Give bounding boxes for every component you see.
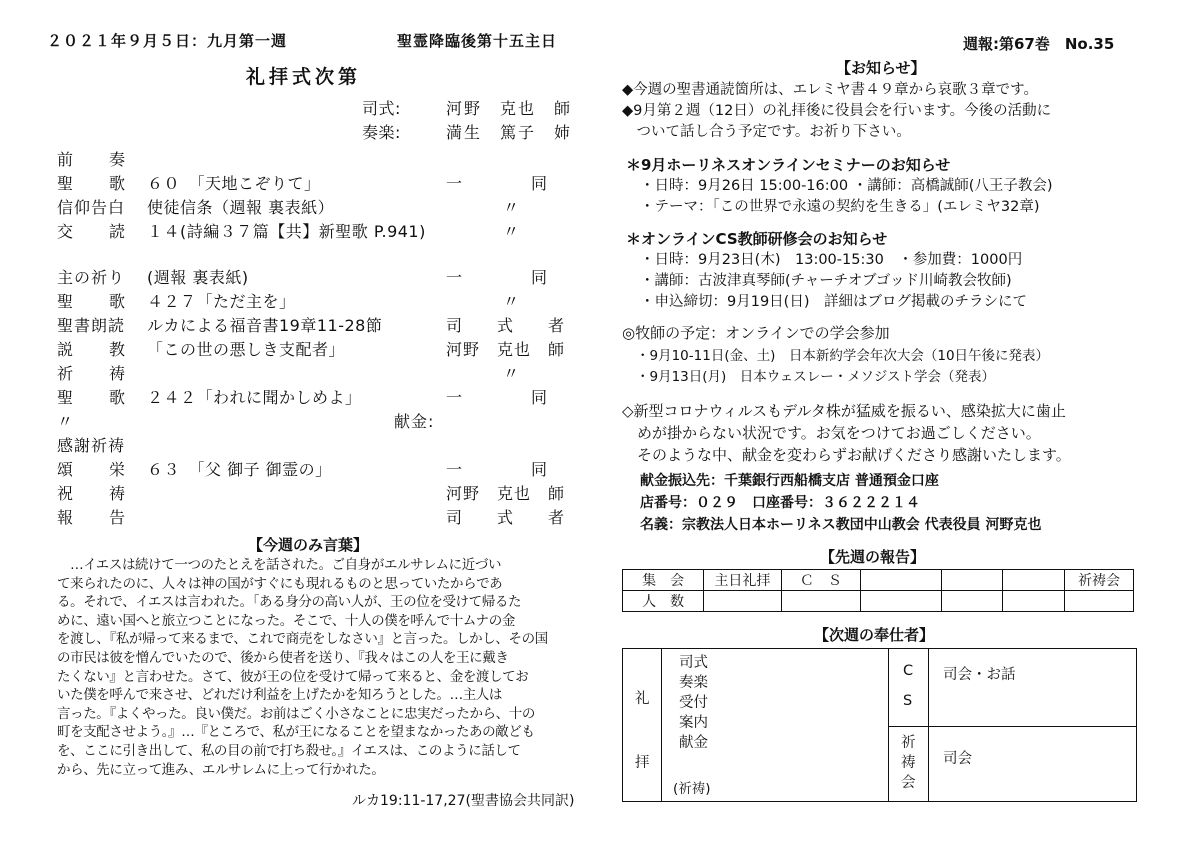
pastor-line: ・9月13日(月) 日本ウェスレー・メソジスト学会（発表）	[636, 369, 995, 385]
scripture-line: 町を支配させよう。』…『ところで、私が王になることを望まなかったあの敵ども	[57, 724, 535, 741]
scripture-line: から、先に立って進み、エルサレムに上って行かれた。	[57, 761, 385, 778]
music-role: 奏楽:	[362, 123, 401, 142]
bank-line: 名義：宗教法人日本ホーリネス教団中山教会 代表役員 河野克也	[640, 517, 1042, 533]
report-heading: 【先週の報告】	[820, 548, 926, 566]
worship-label-top: 礼	[635, 691, 650, 707]
table-cell	[1003, 570, 1065, 591]
covid-line: ◇新型コロナウィルスもデルタ株が猛威を振るい、感染拡大に歯止	[622, 402, 1066, 420]
order-by: 〃	[503, 222, 521, 241]
order-item: 聖 歌	[57, 388, 136, 407]
order-by: 一 同	[446, 388, 549, 407]
scripture-citation: ルカ19:11-17,27(聖書協会共同訳)	[352, 793, 575, 809]
page-title: 礼拝式次第	[246, 66, 362, 88]
order-item: 祈 祷	[57, 364, 136, 383]
notices	[622, 80, 1051, 143]
order-item: 聖 歌	[57, 292, 136, 311]
order-detail: ４２７「ただ主を」	[147, 292, 296, 311]
volume-number: 週報:第67巻 No.35	[963, 35, 1115, 53]
cs-details	[640, 250, 1027, 313]
table-cell	[861, 570, 941, 591]
table-cell	[861, 591, 941, 612]
order-item: 祝 祷	[57, 484, 136, 503]
prayer-note: (祈祷)	[673, 781, 711, 797]
order-item: 主の祈り	[57, 268, 126, 287]
table-row	[623, 591, 1134, 612]
order-by: 司 式 者	[446, 316, 566, 335]
scripture-line: を渡し、『私が帰って来るまで、これで商売をしなさい』と言った。しかし、その国	[57, 631, 548, 648]
order-row	[57, 361, 147, 384]
order-row	[57, 195, 334, 218]
table-cell	[704, 591, 781, 612]
worship-roles	[679, 653, 708, 753]
scripture-line: 言った。『よくやった。良い僕だ。お前はごく小さなことに忠実だったから、十の	[57, 705, 535, 722]
cs-line: ・講師：古波津真琴師(チャーチオブゴッド川崎教会牧師)	[640, 273, 1012, 289]
scripture-line: たくない』と言わせた。さて、彼が王の位を受けて帰って来ると、金を渡してお	[57, 668, 529, 685]
scripture-line: を、ここに引き出して、私の目の前で打ち殺せ。』イエスは、このように話して	[57, 742, 521, 759]
order-row	[57, 457, 332, 480]
table-cell	[1065, 591, 1134, 612]
notice-heading: 【お知らせ】	[836, 59, 926, 77]
order-row	[57, 433, 147, 456]
scripture-passage	[57, 556, 548, 779]
pastor-line: ・9月10-11日(金、土) 日本新約学会年次大会（10日午後に発表）	[636, 348, 1050, 364]
order-row	[57, 409, 147, 432]
table-cell	[1003, 591, 1065, 612]
seminar-line: ・日時：9月26日 15:00-16:00 ・講師：高橋誠師(八王子教会)	[640, 178, 1053, 194]
table-cell	[781, 591, 861, 612]
scripture-line: て来られたのに、人々は神の国がすぐにも現れるものと思っていたからであ	[57, 575, 503, 592]
order-by: 献金:	[394, 412, 435, 431]
cs-label-bottom: S	[903, 693, 913, 709]
table-cell: 祈祷会	[1065, 570, 1134, 591]
order-row	[57, 313, 382, 336]
attendance-table	[622, 569, 1134, 612]
worship-label-bottom: 拝	[635, 755, 650, 771]
covid-line: そのような中、献金を変わらずお献げくださり感謝いたします。	[622, 446, 1071, 464]
order-detail: ６０ 「天地こぞりて」	[147, 174, 321, 193]
seminar-heading: ＊9月ホーリネスオンラインセミナーのお知らせ	[626, 156, 951, 174]
order-item: 説 教	[57, 340, 136, 359]
order-row	[57, 337, 345, 360]
cs-line: ・申込締切：9月19日(日) 詳細はブログ掲載のチラシにて	[640, 294, 1027, 310]
order-row	[57, 219, 426, 242]
order-row	[57, 505, 147, 528]
cs-heading: ＊オンラインCS教師研修会のお知らせ	[626, 230, 888, 248]
order-row	[57, 385, 362, 408]
order-by: 一 同	[446, 268, 549, 287]
order-row	[57, 147, 147, 170]
cs-line: ・日時：9月23日(木) 13:00-15:30 ・参加費：1000円	[640, 252, 1023, 268]
order-by: 〃	[503, 364, 521, 383]
order-detail: １４(詩編３７篇【共】新聖歌 P.941)	[147, 222, 426, 241]
order-item: 聖書朗読	[57, 316, 126, 335]
servers-box	[622, 648, 1137, 802]
table-row	[623, 570, 1134, 591]
prayer-label-char: 祷	[901, 755, 916, 771]
prayer-label-char: 祈	[901, 735, 916, 751]
scripture-line: る。それで、イエスは言われた。「ある身分の高い人が、王の位を受けて帰るた	[57, 594, 522, 611]
order-detail: ルカによる福音書19章11-28節	[147, 316, 383, 335]
seminar-details	[640, 176, 1053, 218]
table-cell: 人 数	[623, 591, 704, 612]
order-by: 〃	[503, 292, 521, 311]
prayer-meeting-duty: 司会	[943, 751, 972, 767]
notice-line: ◆今週の聖書通読箇所は、エレミヤ書４９章から哀歌３章です。	[622, 82, 1038, 98]
order-row	[57, 481, 147, 504]
order-by: 河野 克也 師	[446, 340, 566, 359]
order-by: 〃	[503, 198, 521, 217]
cs-label-top: C	[903, 663, 914, 679]
covid-line: めが掛からない状況です。お気をつけてお過ごしください。	[622, 424, 1041, 442]
order-item: 報 告	[57, 508, 136, 527]
table-cell: 集 会	[623, 570, 704, 591]
pastor-heading: ◎牧師の予定：オンラインでの学会参加	[622, 324, 890, 342]
scripture-heading: 【今週のみ言葉】	[248, 536, 369, 554]
server-role: 司式	[679, 655, 708, 671]
table-cell	[941, 570, 1003, 591]
music-name: 満生 篤子 姉	[446, 123, 573, 142]
order-by: 一 同	[446, 174, 549, 193]
scripture-line: めに、遠い国へと旅立つことになった。そこで、十人の僕を呼んで十ムナの金	[57, 612, 515, 629]
order-by: 一 同	[446, 460, 549, 479]
notice-line: ◆9月第２週（12日）の礼拝後に役員会を行います。今後の活動に	[622, 103, 1052, 119]
order-row	[57, 265, 249, 288]
table-cell: Ｃ Ｓ	[781, 570, 861, 591]
order-detail: (週報 裏表紙)	[147, 268, 249, 287]
order-item: 交 読	[57, 222, 136, 241]
order-item: 信仰告白	[57, 198, 126, 217]
seminar-line: ・テーマ：「この世界で永遠の契約を生きる」(エレミヤ32章)	[640, 199, 1040, 215]
cs-duty: 司会・お話	[943, 667, 1016, 683]
offering-account	[640, 470, 1041, 536]
table-cell	[941, 591, 1003, 612]
order-detail: ６３ 「父 御子 御霊の」	[147, 460, 332, 479]
order-item: 〃	[57, 412, 84, 431]
presider-name: 河野 克也 師	[446, 99, 573, 118]
order-item: 聖 歌	[57, 174, 136, 193]
server-role: 献金	[679, 735, 708, 751]
liturgical-day: 聖霊降臨後第十五主日	[397, 32, 558, 50]
order-detail: 使徒信条（週報 裏表紙）	[147, 198, 335, 217]
service-date: ２０２１年９月５日：九月第一週	[47, 32, 288, 50]
order-item: 頌 栄	[57, 460, 136, 479]
order-item: 前 奏	[57, 150, 136, 169]
prayer-meeting-label	[901, 733, 916, 793]
order-detail: 「この世の悪しき支配者」	[147, 340, 346, 359]
server-role: 案内	[679, 715, 708, 731]
order-by: 司 式 者	[446, 508, 566, 527]
prayer-label-char: 会	[901, 775, 916, 791]
notice-line: ついて話し合う予定です。お祈り下さい。	[622, 124, 911, 140]
covid-notice	[622, 400, 1071, 466]
order-by: 河野 克也 師	[446, 484, 566, 503]
server-role: 奏楽	[679, 675, 708, 691]
scripture-line: いた僕を呼んで来させ、どれだけ利益を上げたかを知ろうとした。…主人は	[57, 687, 502, 704]
pastor-schedule	[636, 346, 1049, 388]
server-role: 受付	[679, 695, 708, 711]
bank-line: 献金振込先：千葉銀行西船橋支店 普通預金口座	[640, 473, 939, 489]
presider-role: 司式:	[362, 99, 401, 118]
table-cell: 主日礼拝	[704, 570, 781, 591]
order-row	[57, 171, 321, 194]
order-row	[57, 289, 296, 312]
servers-heading: 【次週の奉仕者】	[814, 626, 935, 644]
order-detail: ２４２「われに聞かしめよ」	[147, 388, 362, 407]
order-item: 感謝祈祷	[57, 436, 126, 455]
scripture-line: の市民は彼を憎んでいたので、後から使者を送り、『我々はこの人を王に戴き	[57, 649, 509, 666]
scripture-line: …イエスは続けて一つのたとえを話された。ご自身がエルサレムに近づい	[57, 557, 502, 573]
bank-line: 店番号：０２９ 口座番号：３６２２２１４	[640, 495, 920, 511]
